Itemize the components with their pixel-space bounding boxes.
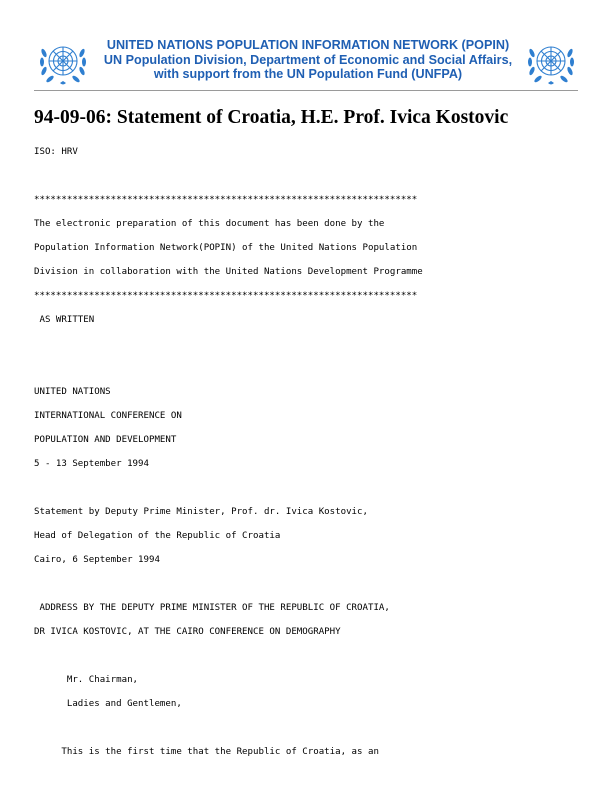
salutation-line-2: Ladies and Gentlemen, [34,699,182,709]
page-header [0,0,612,92]
header-title-block [90,38,526,82]
header-line-1: UNITED NATIONS POPULATION INFORMATION NETWORK (POPIN) [106,38,510,52]
stars-divider-top: ********************************************************************** [34,195,418,205]
prep-note-line-1: The electronic preparation of this document has been done by the [34,219,385,229]
header-divider [34,90,578,91]
conference-line-1: INTERNATIONAL CONFERENCE ON [34,411,182,421]
iso-code: ISO: HRV [34,147,78,157]
statement-line-1: Statement by Deputy Prime Minister, Prof. dr. Ivica Kostovic, [34,507,368,517]
header-line-3: with support from the UN Population Fund (UNFPA) [153,67,463,81]
statement-line-3: Cairo, 6 September 1994 [34,555,160,565]
address-heading-1: ADDRESS BY THE DEPUTY PRIME MINISTER OF THE REPUBLIC OF CROATIA, [34,603,390,613]
conference-dates: 5 - 13 September 1994 [34,459,149,469]
salutation-line-1: Mr. Chairman, [34,675,139,685]
as-written-note: AS WRITTEN [34,315,95,325]
page-title: 94-09-06: Statement of Croatia, H.E. Prof. Ivica Kostovic [34,107,509,128]
stars-divider-bottom: ********************************************************************** [34,291,418,301]
prep-note-line-2: Population Information Network(POPIN) of the United Nations Population [34,243,418,253]
un-emblem-icon [526,37,576,87]
header-line-2: UN Population Division, Department of Economic and Social Affairs, [103,52,513,67]
un-emblem-icon [38,37,88,87]
address-heading-2: DR IVICA KOSTOVIC, AT THE CAIRO CONFERENCE ON DEMOGRAPHY [34,627,341,637]
conference-line-2: POPULATION AND DEVELOPMENT [34,435,177,445]
prep-note-line-3: Division in collaboration with the United Nations Development Programme [34,267,423,277]
org-name: UNITED NATIONS [34,387,111,397]
body-paragraph-line-1: This is the first time that the Republic of Croatia, as an [34,747,379,757]
statement-line-2: Head of Delegation of the Republic of Croatia [34,531,281,541]
